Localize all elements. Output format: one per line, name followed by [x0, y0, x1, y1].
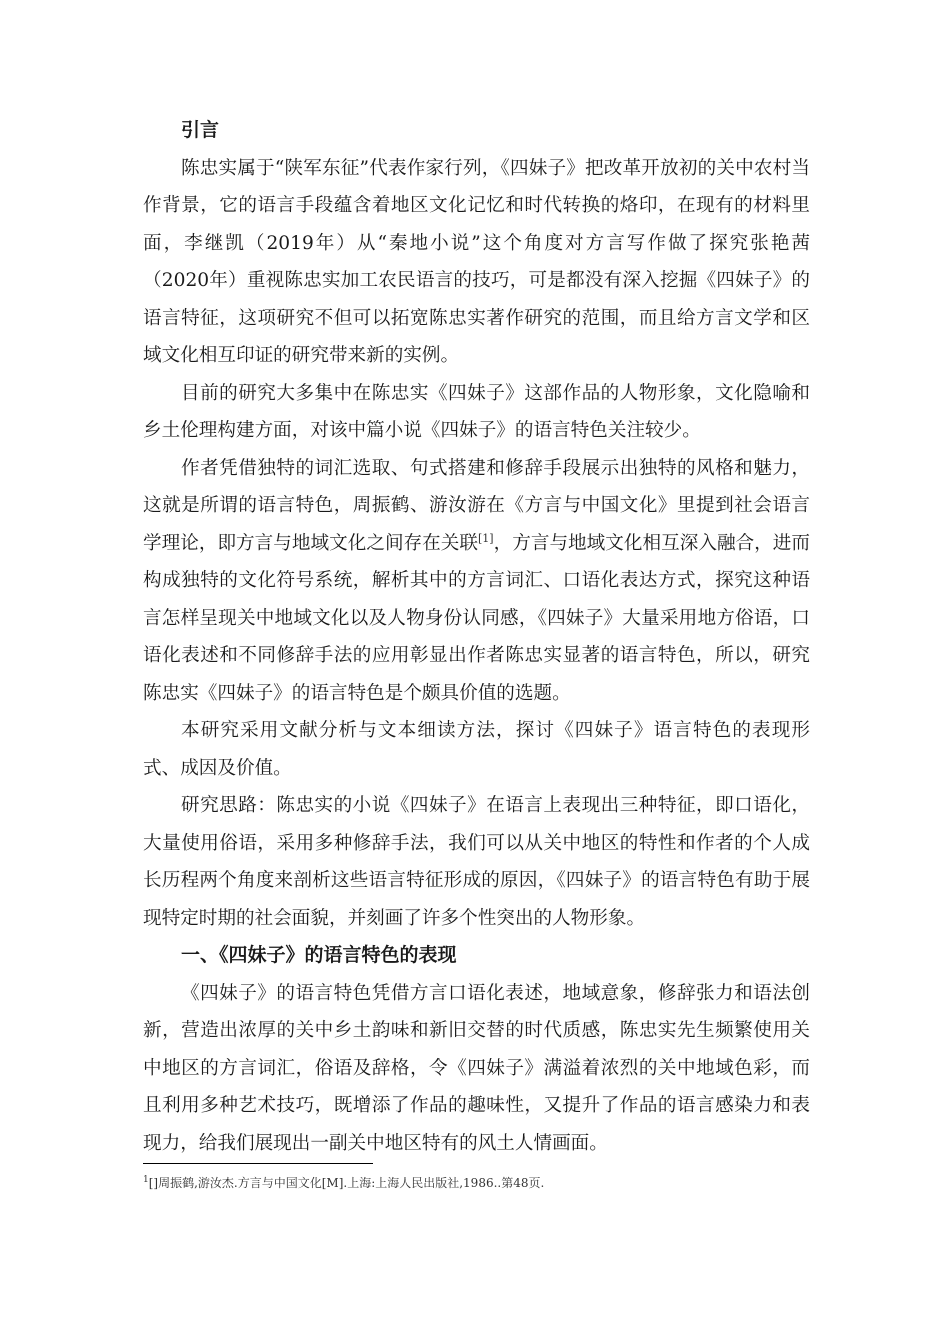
paragraph-background: 陈忠实属于“陕军东征”代表作家行列，《四妹子》把改革开放初的关中农村当作背景，它的语言手段蕴含着地区文化记忆和时代转换的烙印，在现有的材料里面，李继凯（2019年）从“秦地小说”这个角度对方言写作做了探究张艳茜（2020年）重视陈忠实加工农民语言的技巧，可是都没有深入挖掘《四妹子》的语言特征，这项研究不但可以拓宽陈忠实著作研究的范围，而且给方言文学和区域文化相互印证的研究带来新的实例。 [143, 157, 810, 366]
paragraph-method: 本研究采用文献分析与文本细读方法，探讨《四妹子》语言特色的表现形式、成因及价值。 [143, 720, 810, 779]
section-heading-1: 一、《四妹子》的语言特色的表现 [181, 944, 457, 966]
intro-heading: 引言 [181, 119, 220, 141]
paragraph-significance-text-a: 作者凭借独特的词汇选取、句式搭建和修辞手段展示出独特的风格和魅力，这就是所谓的语言特色，周振鹤、游汝游在《方言与中国文化》里提到社会语言学理论，即方言与地域文化之间存在关联 [143, 457, 810, 554]
paragraph-section-1-intro: 《四妹子》的语言特色凭借方言口语化表述，地域意象，修辞张力和语法创新，营造出浓厚的关中乡土韵味和新旧交替的时代质感，陈忠实先生频繁使用关中地区的方言词汇，俗语及辞格，令《四妹子》满溢着浓烈的关中地域色彩，而且利用多种艺术技巧，既增添了作品的趣味性，又提升了作品的语言感染力和表现力，给我们展现出一副关中地区特有的风土人情画面。 [143, 982, 810, 1154]
paragraph-approach: 研究思路：陈忠实的小说《四妹子》在语言上表现出三种特征，即口语化，大量使用俗语，采用多种修辞手法，我们可以从关中地区的特性和作者的个人成长历程两个角度来剖析这些语言特征形成的原因，《四妹子》的语言特色有助于展现特定时期的社会面貌，并刻画了许多个性突出的人物形象。 [143, 795, 810, 929]
footnote [143, 1174, 810, 1192]
document-body [143, 112, 810, 1162]
footnote-divider [143, 1163, 373, 1164]
footnote-text: []周振鹤,游汝杰.方言与中国文化[M].上海:上海人民出版社,1986..第48页. [148, 1176, 545, 1190]
footnote-mark: 1 [143, 1175, 149, 1185]
citation-ref: [1] [478, 531, 494, 545]
paragraph-significance [143, 450, 810, 713]
paragraph-research-status: 目前的研究大多集中在陈忠实《四妹子》这部作品的人物形象，文化隐喻和乡土伦理构建方面，对该中篇小说《四妹子》的语言特色关注较少。 [143, 382, 810, 441]
paragraph-significance-text-b: ，方言与地域文化相互深入融合，进而构成独特的文化符号系统，解析其中的方言词汇、口语化表达方式，探究这种语言怎样呈现关中地域文化以及人物身份认同感，《四妹子》大量采用地方俗语，口语化表述和不同修辞手法的应用彰显出作者陈忠实显著的语言特色，所以，研究陈忠实《四妹子》的语言特色是个颇具价值的选题。 [143, 532, 810, 704]
